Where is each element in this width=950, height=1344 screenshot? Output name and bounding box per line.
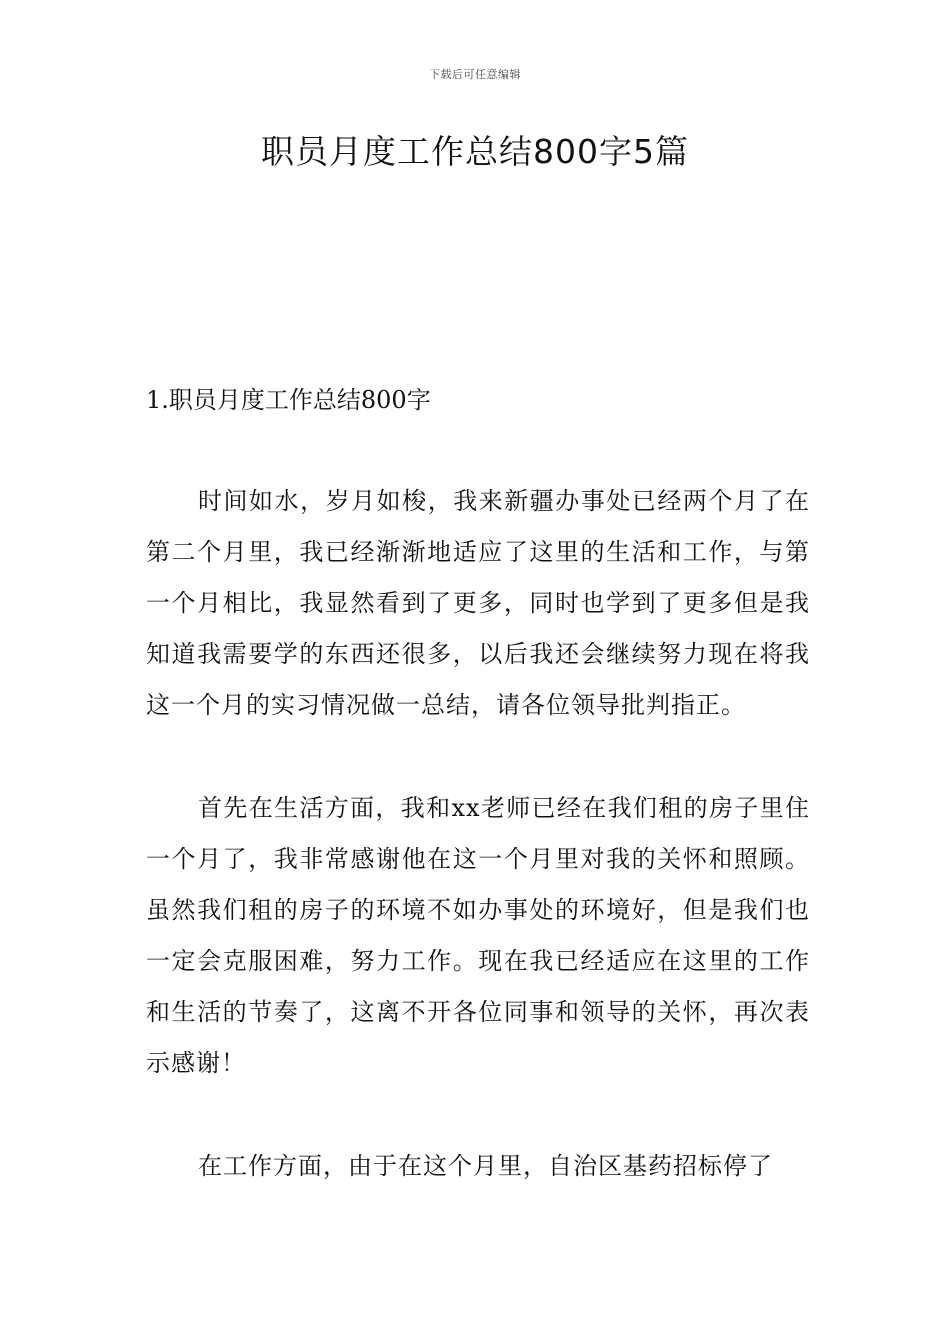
paragraph: 在工作方面，由于在这个月里，自治区基药招标停了 <box>198 1152 773 1180</box>
paragraph: 首先在生活方面，我和xx老师已经在我们租的房子里住一个月了，我非常感谢他在这一个月里对我的关怀和照顾。虽然我们租的房子的环境不如办事处的环境好，但是我们也一定会克服困难，努力工作。现在我已经适应在这里的工作和生活的节奏了，这离不开各位同事和领导的关怀，再次表示感谢！ <box>146 794 810 1077</box>
document-body <box>146 378 810 1192</box>
section-heading: 1.职员月度工作总结800字 <box>146 386 431 414</box>
document-title: 职员月度工作总结800字5篇 <box>261 132 689 171</box>
header-note: 下载后可任意编辑 <box>429 68 521 81</box>
paragraph: 时间如水，岁月如梭，我来新疆办事处已经两个月了在第二个月里，我已经渐渐地适应了这里的生活和工作，与第一个月相比，我显然看到了更多，同时也学到了更多但是我知道我需要学的东西还很多，以后我还会继续努力现在将我这一个月的实习情况做一总结，请各位领导批判指正。 <box>146 487 810 719</box>
